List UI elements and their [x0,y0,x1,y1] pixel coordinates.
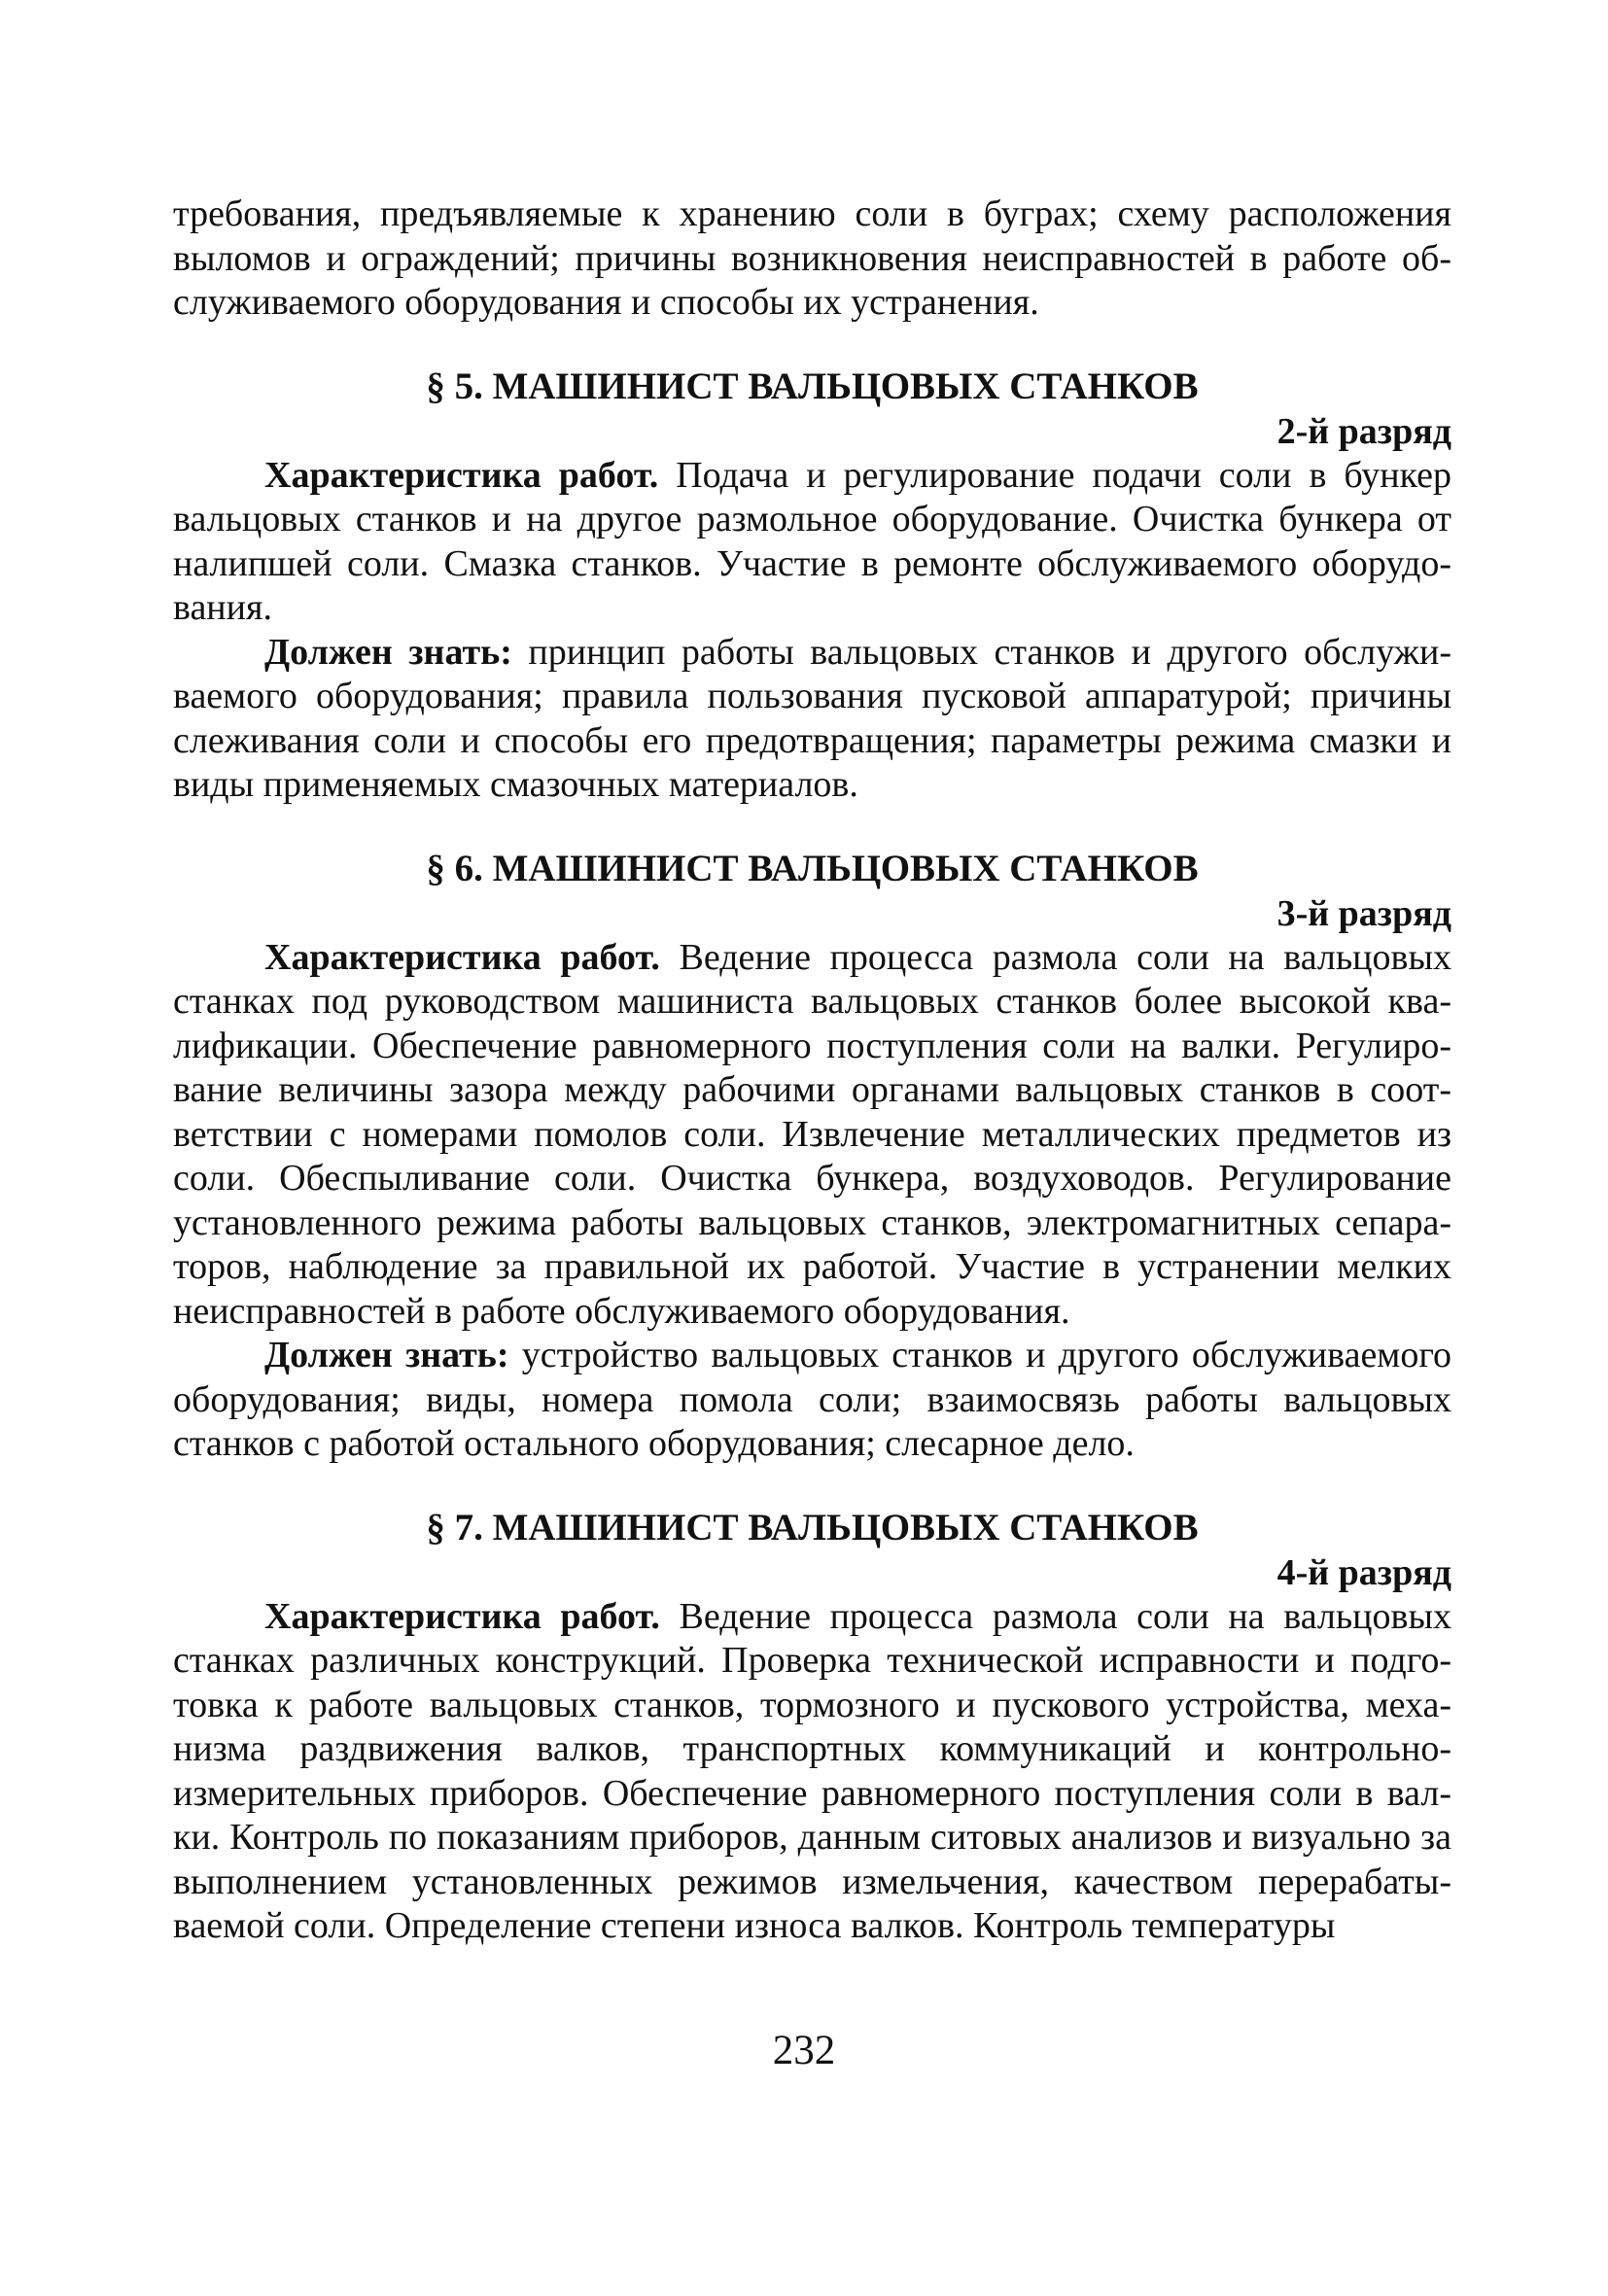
section-grade: 3-й разряд [1276,892,1451,934]
section-grade: 2-й разряд [1276,410,1451,452]
page-content [173,192,1451,1949]
page-number: 232 [772,2028,836,2073]
characteristic-paragraph [173,454,1451,631]
knowledge-text: устройство вальцовых станков и другого обслуживаемого оборудования; виды, номера помола соли; взаимосвязь работы вальцовых станков с работой остального оборудования; слесарное дело. [173,1335,1451,1464]
section-5 [173,365,1451,808]
section-title: § 7. МАШИНИСТ ВАЛЬЦОВЫХ СТАНКОВ [426,1506,1199,1548]
section-title: § 6. МАШИНИСТ ВАЛЬЦОВЫХ СТАНКОВ [426,847,1199,889]
knowledge-label: Должен знать: [264,631,512,673]
characteristic-text: Ведение процесса размола соли на вальцовых станках различных конструкций. Проверка технической исправности и подготовка к работе вальцовых станков, тормозного и пускового устройства, механизма раздвижения валков, транспортных коммуникаций и контрольно-измерительных приборов. Обеспечение равномерного поступления соли в валки. Контроль по показаниям приборов, данным ситовых анализов и визуально за выполнением установленных режимов измельчения, качеством перерабатываемой соли. Определение степени износа валков. Контроль температуры [173,1595,1451,1946]
intro-paragraph: требования, предъявляемые к хранению соли в буграх; схему расположения выломов и ограждений; причины возникновения неисправностей в работе обслуживаемого оборудования и способы их устранения. [173,193,1451,323]
characteristic-label: Характеристика работ. [264,936,660,978]
section-title: § 5. МАШИНИСТ ВАЛЬЦОВЫХ СТАНКОВ [426,365,1199,407]
section-7 [173,1506,1451,1949]
characteristic-paragraph [173,1595,1451,1949]
characteristic-label: Характеристика работ. [264,454,659,496]
section-6 [173,847,1451,1467]
knowledge-paragraph [173,1334,1451,1467]
knowledge-label: Должен знать: [264,1335,509,1375]
characteristic-text: Ведение процесса размола соли на вальцовых станках под руководством машиниста вальцовых станков более высокой квалификации. Обеспечение равномерного поступления соли на валки. Регулирование величины зазора между рабочими органами вальцовых станков в соответствии с номерами помолов соли. Извлечение металлических предметов из соли. Обеспыливание соли. Очистка бункера, воздуховодов. Регулирование установленного режима работы вальцовых станков, электромагнитных сепараторов, наблюдение за правильной их работой. Участие в устранении мелких неисправностей в работе обслуживаемого оборудования. [173,936,1451,1332]
characteristic-label: Характеристика работ. [264,1595,660,1637]
section-grade: 4-й разряд [1276,1551,1451,1593]
characteristic-text: Подача и регулирование подачи соли в бункер вальцовых станков и на другое размольное оборудование. Очистка бункера от налипшей соли. Смазка станков. Участие в ремонте обслуживаемого оборудования. [173,454,1451,628]
knowledge-paragraph [173,631,1451,808]
knowledge-text: принцип работы вальцовых станков и другого обслуживаемого оборудования; правила пользования пусковой аппаратурой; причины слеживания соли и способы его предотвращения; параметры режима смазки и виды применяемых смазочных материалов. [173,631,1451,805]
characteristic-paragraph [173,936,1451,1335]
